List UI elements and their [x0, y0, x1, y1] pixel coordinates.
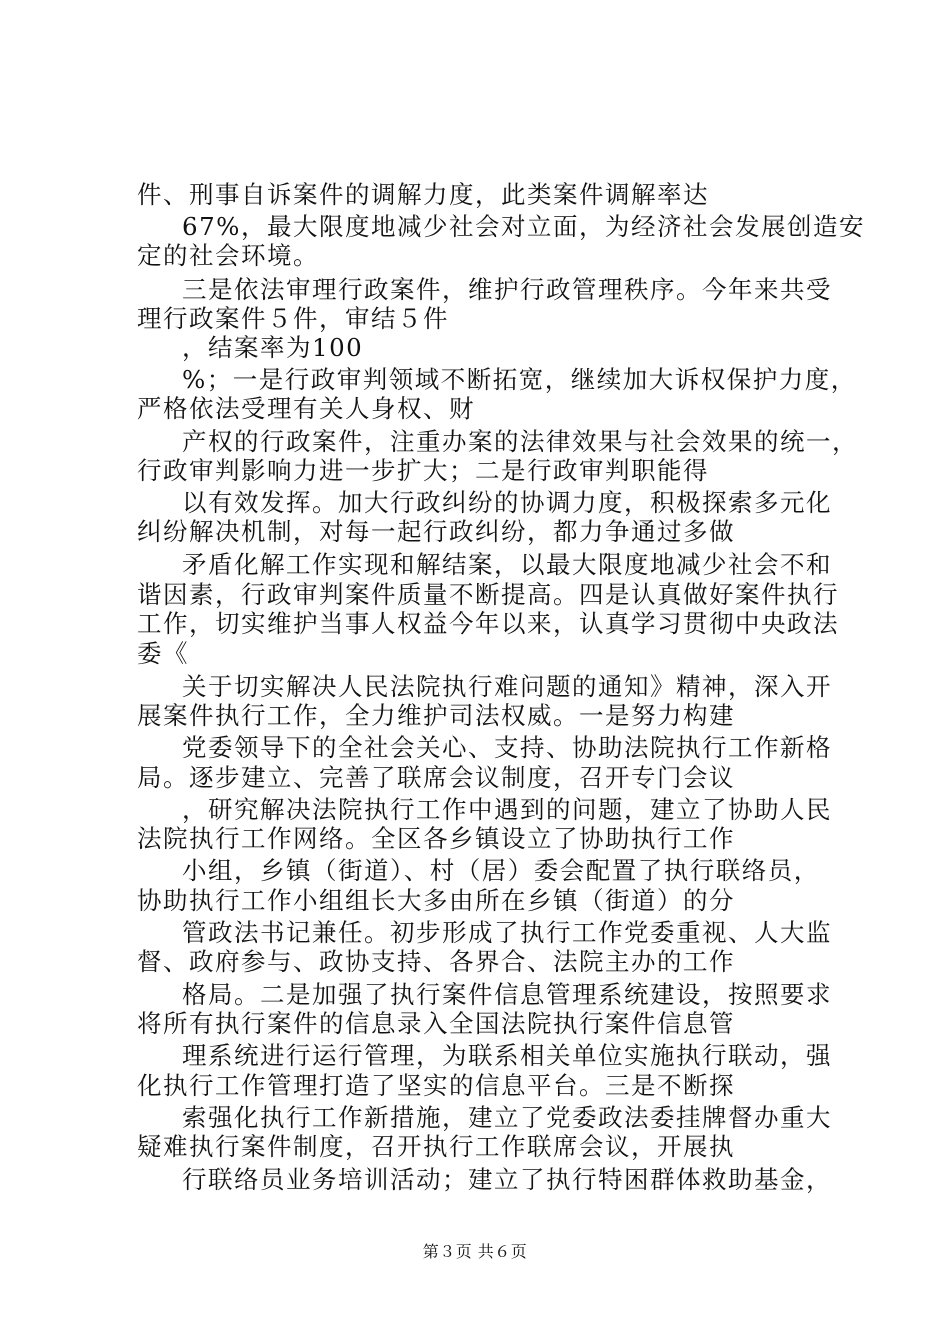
text-line: 矛盾化解工作实现和解结案，以最大限度地减少社会不和	[182, 550, 832, 579]
text-line: 理系统进行运行管理，为联系相关单位实施执行联动，强	[182, 1041, 832, 1070]
text-line: 化执行工作管理打造了坚实的信息平台。三是不断探	[137, 1071, 735, 1100]
text-line: 67%，最大限度地减少社会对立面，为经济社会发展创造安	[182, 212, 865, 241]
text-line: 纠纷解决机制，对每一起行政纠纷，都力争通过多做	[137, 517, 735, 546]
text-line: ，研究解决法院执行工作中遇到的问题，建立了协助人民	[182, 795, 832, 824]
text-line: 小组，乡镇（街道）、村（居）委会配置了执行联络员，	[182, 856, 820, 885]
text-line: 理行政案件５件，审结５件	[137, 304, 449, 333]
text-line: 行联络员业务培训活动；建立了执行特困群体救助基金，	[182, 1165, 832, 1194]
text-line: 件、刑事自诉案件的调解力度，此类案件调解率达	[137, 180, 709, 209]
text-line: 展案件执行工作，全力维护司法权威。一是努力构建	[137, 701, 735, 730]
text-line: 法院执行工作网络。全区各乡镇设立了协助执行工作	[137, 824, 735, 853]
text-line: 党委领导下的全社会关心、支持、协助法院执行工作新格	[182, 733, 832, 762]
text-line: 局。逐步建立、完善了联席会议制度，召开专门会议	[137, 763, 735, 792]
text-line: 关于切实解决人民法院执行难问题的通知》精神，深入开	[182, 672, 832, 701]
text-line: 严格依法受理有关人身权、财	[137, 394, 475, 423]
text-line: 管政法书记兼任。初步形成了执行工作党委重视、人大监	[182, 918, 832, 947]
page-footer: 第３页 共６页	[422, 1242, 528, 1261]
text-line: 以有效发挥。加大行政纠纷的协调力度，积极探索多元化	[182, 488, 832, 517]
text-line: 索强化执行工作新措施，建立了党委政法委挂牌督办重大	[182, 1103, 832, 1132]
text-line: ，结案率为100	[182, 333, 364, 362]
text-line: %；一是行政审判领域不断拓宽，继续加大诉权保护力度，	[182, 365, 857, 394]
text-line: 督、政府参与、政协支持、各界合、法院主办的工作	[137, 947, 735, 976]
text-line: 协助执行工作小组组长大多由所在乡镇（街道）的分	[137, 886, 735, 915]
text-line: 工作，切实维护当事人权益今年以来，认真学习贯彻中央政法	[137, 609, 839, 638]
text-line: 产权的行政案件，注重办案的法律效果与社会效果的统一，	[182, 427, 858, 456]
text-line: 将所有执行案件的信息录入全国法院执行案件信息管	[137, 1009, 735, 1038]
text-line: 行政审判影响力进一步扩大；二是行政审判职能得	[137, 456, 709, 485]
text-line: 疑难执行案件制度，召开执行工作联席会议，开展执	[137, 1132, 735, 1161]
text-line: 三是依法审理行政案件，维护行政管理秩序。今年来共受	[182, 275, 832, 304]
text-line: 谐因素，行政审判案件质量不断提高。四是认真做好案件执行	[137, 580, 839, 609]
text-line: 委《	[137, 639, 189, 668]
text-line: 格局。二是加强了执行案件信息管理系统建设，按照要求	[182, 980, 832, 1009]
text-line: 定的社会环境。	[137, 241, 319, 270]
